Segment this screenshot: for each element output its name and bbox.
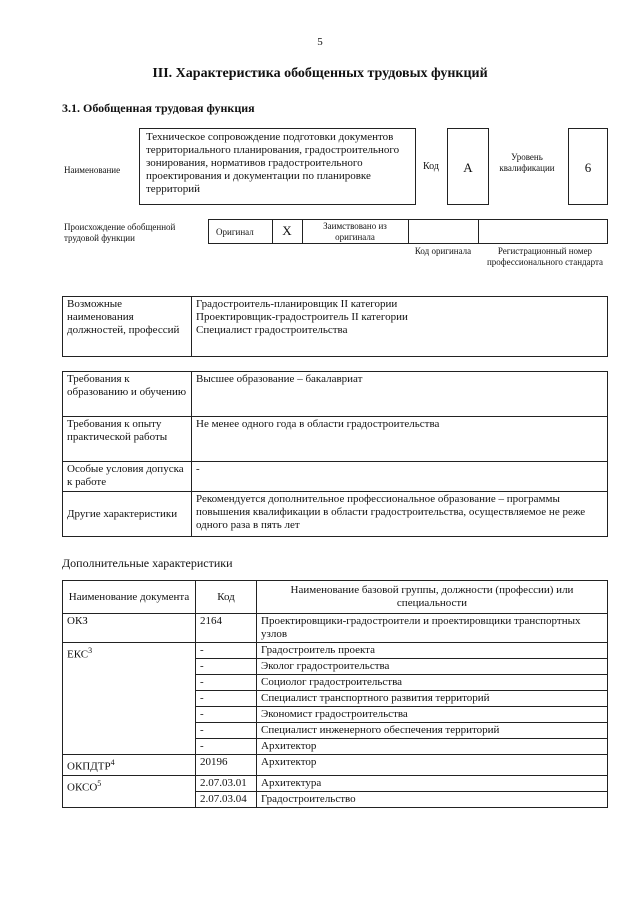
page-number: 5 [317,36,323,48]
code-cell: - [196,739,257,755]
req-value: Рекомендуется дополнительное профессиональное образование – программы повышения квалификации в области градостроительства, осуществляемое не реже одного раза в пять лет [192,492,608,537]
positions-label: Возможные наименования должностей, профессий [63,297,192,357]
code-cell: 2.07.03.01 [196,775,257,791]
name-cell: Специалист транспортного развития территорий [257,691,608,707]
code-cell: - [196,707,257,723]
name-cell: Архитектор [257,739,608,755]
code-cell: 20196 [196,755,257,776]
code-cell: 2.07.03.04 [196,791,257,807]
req-value: - [192,462,608,492]
doc-okso: ОКСО$^5$ [63,775,196,807]
borrowed-label: Заимствовано из оригинала [323,221,387,242]
name-cell: Градостроитель проекта [257,643,608,659]
subsection-title: 3.1. Обобщенная трудовая функция [62,101,255,115]
positions-values [192,297,608,357]
req-label: Требования к опыту практической работы [63,417,192,462]
req-value: Не менее одного года в области градостроительства [192,417,608,462]
req-label: Другие характеристики [63,492,192,537]
header-name: Наименование базовой группы, должности (профессии) или специальности [257,581,608,614]
header-doc: Наименование документа [63,581,196,614]
doc-okz: ОКЗ [63,614,196,643]
name-cell: Градостроительство [257,791,608,807]
naming-value: Техническое сопровождение подготовки документов территориального планирования, градостроительного зонирования, нормативов градостроительного проектирования и документации по планировке территорий [139,128,416,205]
position-item: Специалист градостроительства [196,324,348,336]
origin-label: Происхождение обобщенной трудовой функции [64,222,176,243]
name-cell: Социолог градостроительства [257,675,608,691]
req-label: Требования к образованию и обучению [63,372,192,417]
name-cell: Проектировщики-градостроители и проектировщики транспортных узлов [257,614,608,643]
code-cell: - [196,675,257,691]
additional-table [62,580,608,808]
code-label: Код [423,161,439,172]
code-cell: 2164 [196,614,257,643]
name-cell: Архитектор [257,755,608,776]
doc-eks: ЕКС$^3$ [63,643,196,755]
naming-label: Наименование [64,165,121,175]
additional-title: Дополнительные характеристики [62,556,233,570]
name-cell: Экономист градостроительства [257,707,608,723]
code-value: А [447,128,489,205]
code-original-caption: Код оригинала [414,246,472,256]
code-cell: - [196,723,257,739]
original-label: Оригинал [216,227,254,237]
header-code: Код [196,581,257,614]
name-cell: Эколог градостроительства [257,659,608,675]
original-mark: Х [282,223,292,238]
code-cell: - [196,643,257,659]
section-title: III. Характеристика обобщенных трудовых функций [152,66,488,81]
positions-table [62,296,608,357]
level-value: 6 [568,128,608,205]
req-value: Высшее образование – бакалавриат [192,372,608,417]
reg-number-caption: Регистрационный номер профессионального стандарта [486,246,604,267]
req-label: Особые условия допуска к работе [63,462,192,492]
position-item: Градостроитель-планировщик II категории [196,298,398,310]
code-cell: - [196,691,257,707]
name-cell: Специалист инженерного обеспечения территорий [257,723,608,739]
name-cell: Архитектура [257,775,608,791]
position-item: Проектировщик-градостроитель II категории [196,311,408,323]
level-label: Уровень квалификации [499,152,555,173]
requirements-table [62,371,608,537]
doc-okpdtr: ОКПДТР$^4$ [63,755,196,776]
code-cell: - [196,659,257,675]
